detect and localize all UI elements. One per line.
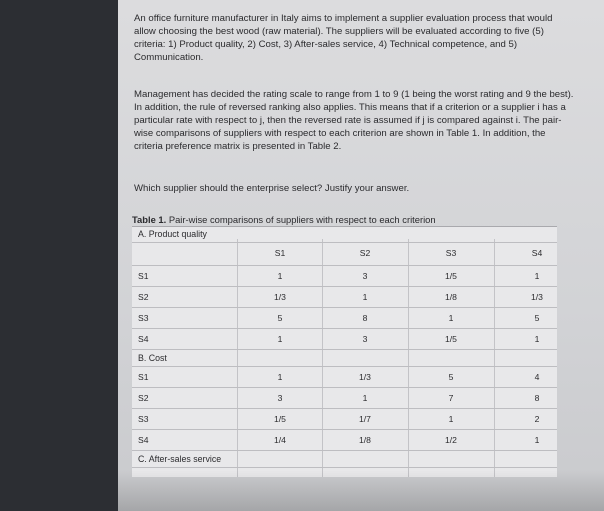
table-row-label: S4 — [138, 334, 149, 344]
table-column-divider — [237, 239, 238, 477]
table-section-title: B. Cost — [138, 353, 167, 363]
table-row-label: S4 — [138, 435, 149, 445]
table-column-header: S2 — [359, 248, 371, 258]
table-row-label: S2 — [138, 393, 149, 403]
table-caption-text: Pair-wise comparisons of suppliers with respect to each criterion — [166, 214, 436, 225]
table-rule — [132, 450, 557, 451]
photo-shadow — [118, 470, 604, 511]
table-cell: 3 — [362, 271, 368, 281]
table-cell: 1 — [534, 334, 540, 344]
table-cell: 4 — [534, 372, 540, 382]
table-column-header: S1 — [274, 248, 286, 258]
table-rule — [132, 366, 557, 367]
table-rule — [132, 286, 557, 287]
table-row-label: S2 — [138, 292, 149, 302]
table-cell: 1 — [362, 292, 368, 302]
rating-paragraph: Management has decided the rating scale to range from 1 to 9 (1 being the worst rating and 9 the best). In addition, the rule of reversed ranking also applies. This means that if a criterion or a supplier i has a particular rate with respect to j, then the reversed rate is assumed if j is compared against i. The pair-wise comparisons of suppliers with respect to each criterion are shown in Table 1. In addition, the criteria preference matrix is presented in Table 2. — [134, 89, 574, 153]
table-cell: 1/8 — [359, 435, 371, 445]
table-cell: 1 — [448, 414, 454, 424]
table-rule — [132, 307, 557, 308]
table-caption-number: Table 1. — [132, 214, 167, 225]
table-rule — [132, 467, 557, 468]
table-rule — [132, 349, 557, 350]
table-row-label: S1 — [138, 372, 149, 382]
table-cell: 1/5 — [445, 334, 457, 344]
table-cell: 1/3 — [531, 292, 543, 302]
table-cell: 1 — [277, 372, 283, 382]
table-cell: 1/3 — [359, 372, 371, 382]
table-cell: 3 — [362, 334, 368, 344]
table-rule — [132, 242, 557, 243]
table-caption — [132, 214, 436, 225]
table-cell: 1/7 — [359, 414, 371, 424]
table-column-header: S3 — [445, 248, 457, 258]
document-page — [118, 0, 604, 511]
table-rule — [132, 328, 557, 329]
table-section-title: A. Product quality — [138, 229, 207, 239]
table-rule — [132, 265, 557, 266]
table-column-header: S4 — [531, 248, 543, 258]
table-cell: 1 — [277, 271, 283, 281]
table-cell: 1/4 — [274, 435, 286, 445]
table-cell: 7 — [448, 393, 454, 403]
table-rule — [132, 408, 557, 409]
table-rule — [132, 387, 557, 388]
table-cell: 1/5 — [445, 271, 457, 281]
table-cell: 1 — [362, 393, 368, 403]
table-cell: 1/3 — [274, 292, 286, 302]
intro-paragraph: An office furniture manufacturer in Italy aims to implement a supplier evaluation process that would allow choosing the best wood (raw material). The suppliers will be evaluated according to five (5) criteria: 1) Product quality, 2) Cost, 3) After-sales service, 4) Technical competence, and 5) Communication. — [134, 13, 553, 64]
table-cell: 8 — [534, 393, 540, 403]
table-cell: 1 — [448, 313, 454, 323]
comparison-table — [132, 226, 557, 477]
table-cell: 1 — [534, 435, 540, 445]
table-column-divider — [494, 239, 495, 477]
table-row-label: S3 — [138, 414, 149, 424]
table-column-divider — [322, 239, 323, 477]
table-cell: 8 — [362, 313, 368, 323]
table-cell: 1/2 — [445, 435, 457, 445]
table-cell: 1 — [277, 334, 283, 344]
table-cell: 5 — [448, 372, 454, 382]
question-paragraph: Which supplier should the enterprise select? Justify your answer. — [134, 183, 410, 194]
table-row-label: S1 — [138, 271, 149, 281]
table-cell: 5 — [534, 313, 540, 323]
table-cell: 1/8 — [445, 292, 457, 302]
table-cell: 5 — [277, 313, 283, 323]
table-column-divider — [408, 239, 409, 477]
table-cell: 1/5 — [274, 414, 286, 424]
table-cell: 2 — [534, 414, 540, 424]
table-cell: 1 — [534, 271, 540, 281]
table-cell: 3 — [277, 393, 283, 403]
table-section-title: C. After-sales service — [138, 454, 222, 464]
table-row-label: S3 — [138, 313, 149, 323]
table-rule — [132, 429, 557, 430]
